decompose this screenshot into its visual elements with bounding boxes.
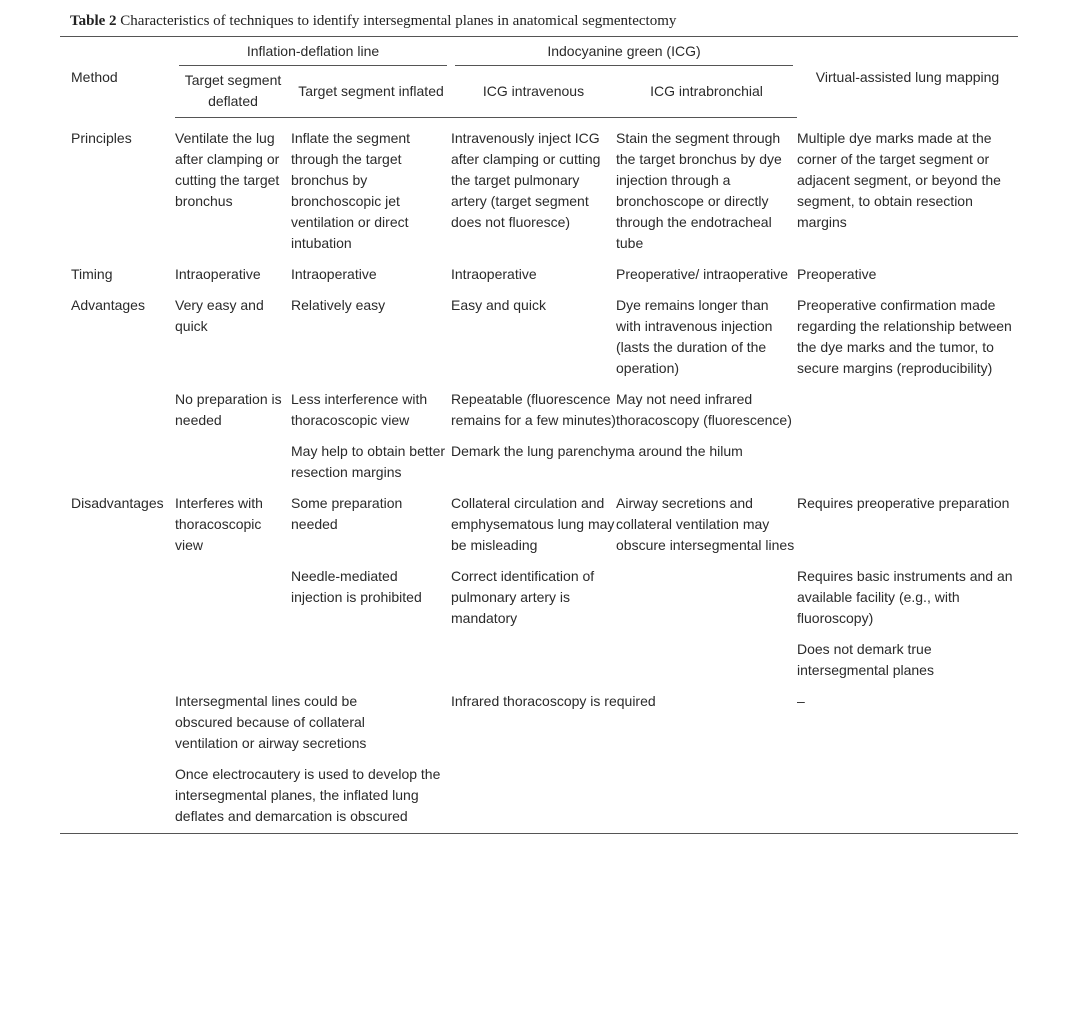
row-label-principles: Principles bbox=[71, 129, 132, 146]
table-row bbox=[60, 254, 1018, 285]
cell-principles-icg-iv: Intravenously inject ICG after clamping or cutting the target pulmonary artery (target segment does not fluoresce) bbox=[451, 130, 601, 230]
table-caption-text: Characteristics of techniques to identify intersegmental planes in anatomical segmentectomy bbox=[120, 13, 677, 29]
table-row bbox=[60, 629, 1018, 681]
table-row bbox=[60, 483, 1018, 556]
cell-dis2-vam: Requires basic instruments and an available facility (e.g., with fluoroscopy) bbox=[797, 568, 1013, 626]
cell-dis1-icg-ib: Airway secretions and collateral ventilation may obscure intersegmental lines bbox=[616, 495, 795, 553]
table-row bbox=[60, 754, 1018, 834]
cell-dis5-inflation-both: Once electrocautery is used to develop the intersegmental planes, the inflated lung deflates and demarcation is obscured bbox=[175, 754, 451, 834]
cell-dis3-vam: Does not demark true intersegmental planes bbox=[797, 641, 934, 678]
cell-timing-deflated: Intraoperative bbox=[175, 266, 261, 282]
table-caption-label: Table 2 bbox=[70, 13, 117, 29]
table-figure bbox=[60, 10, 1018, 834]
cell-adv2-inflated: Less interference with thoracoscopic view bbox=[291, 391, 428, 428]
header-target-deflated: Target segment deflated bbox=[175, 66, 291, 118]
cell-timing-inflated: Intraoperative bbox=[291, 266, 377, 282]
cell-timing-icg-ib: Preoperative/ intraoperative bbox=[616, 266, 788, 282]
cell-dis1-vam: Requires preoperative preparation bbox=[797, 495, 1010, 511]
cell-adv3-inflated: May help to obtain better resection margins bbox=[291, 443, 446, 480]
cell-dis1-inflated: Some preparation needed bbox=[291, 495, 403, 532]
row-label-advantages: Advantages bbox=[71, 297, 145, 313]
cell-principles-deflated: Ventilate the lug after clamping or cutting the target bronchus bbox=[175, 130, 280, 209]
cell-dis4-inflation-both: Intersegmental lines could be obscured because of collateral ventilation or airway secretions bbox=[175, 693, 367, 751]
cell-timing-vam: Preoperative bbox=[797, 266, 877, 282]
cell-timing-icg-iv: Intraoperative bbox=[451, 266, 537, 282]
cell-adv1-inflated: Relatively easy bbox=[291, 297, 386, 313]
table-row bbox=[60, 556, 1018, 629]
cell-adv2-icg-iv: Repeatable (fluorescence remains for a few minutes) bbox=[451, 391, 616, 428]
cell-principles-inflated: Inflate the segment through the target bronchus by bronchoscopic jet ventilation or direct intubation bbox=[291, 130, 411, 251]
header-icg-intravenous: ICG intravenous bbox=[451, 66, 616, 118]
row-label-disadvantages: Disadvantages bbox=[71, 495, 164, 511]
cell-dis4-icg-both: Infrared thoracoscopy is required bbox=[451, 693, 656, 709]
cell-adv1-vam: Preoperative confirmation made regarding the relationship between the dye marks and the tumor, to secure margins (reproducibility) bbox=[797, 297, 1012, 376]
table-row bbox=[60, 431, 1018, 483]
cell-adv1-icg-iv: Easy and quick bbox=[451, 297, 546, 313]
techniques-table bbox=[60, 36, 1018, 834]
row-label-timing: Timing bbox=[71, 266, 113, 282]
cell-principles-icg-ib: Stain the segment through the target bronchus by dye injection through a bronchoscope or directly through the endotracheal tube bbox=[616, 130, 782, 251]
table-row bbox=[60, 681, 1018, 754]
cell-adv3-icg-both: Demark the lung parenchyma around the hilum bbox=[451, 443, 743, 459]
header-target-inflated: Target segment inflated bbox=[291, 66, 451, 118]
header-method: Method bbox=[60, 37, 175, 118]
table-row bbox=[60, 379, 1018, 431]
cell-adv1-deflated: Very easy and quick bbox=[175, 297, 264, 334]
cell-principles-vam: Multiple dye marks made at the corner of the target segment or adjacent segment, or beyond the segment, to obtain resection margins bbox=[797, 129, 1001, 230]
header-inflation-deflation-group: Inflation-deflation line bbox=[175, 37, 451, 66]
table-row bbox=[60, 118, 1018, 255]
header-icg-intrabronchial: ICG intrabronchial bbox=[616, 66, 797, 118]
header-icg-group: Indocyanine green (ICG) bbox=[451, 37, 797, 66]
cell-dis1-deflated: Interferes with thoracoscopic view bbox=[175, 495, 263, 553]
header-virtual-lung-mapping: Virtual-assisted lung mapping bbox=[797, 37, 1018, 118]
cell-adv1-icg-ib: Dye remains longer than with intravenous injection (lasts the duration of the operation) bbox=[616, 297, 773, 376]
table-row bbox=[60, 285, 1018, 379]
cell-dis2-inflated: Needle-mediated injection is prohibited bbox=[291, 568, 422, 605]
table-caption bbox=[70, 10, 1018, 32]
cell-adv2-icg-ib: May not need infrared thoracoscopy (fluorescence) bbox=[616, 391, 792, 428]
cell-dis2-icg-iv: Correct identification of pulmonary artery is mandatory bbox=[451, 568, 595, 626]
cell-adv2-deflated: No preparation is needed bbox=[175, 391, 282, 428]
cell-dis4-vam: – bbox=[797, 693, 805, 709]
cell-dis1-icg-iv: Collateral circulation and emphysematous lung may be misleading bbox=[451, 495, 615, 553]
